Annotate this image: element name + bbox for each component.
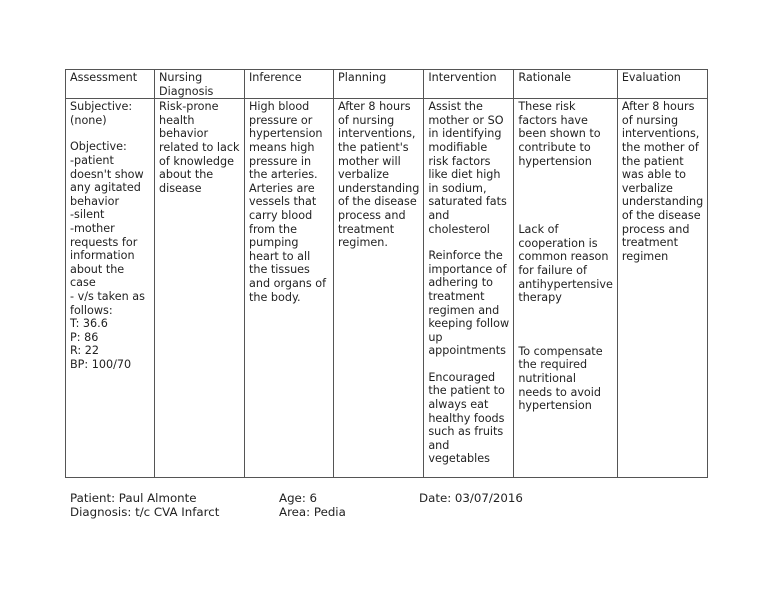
nursing-care-plan-table xyxy=(65,69,708,478)
rationale-item: These risk factors have been shown to contribute to hypertension xyxy=(518,100,601,168)
patient-area: Area: Pedia xyxy=(279,505,346,519)
table-header-row xyxy=(66,70,708,99)
header-nursing-diagnosis: Nursing Diagnosis xyxy=(155,70,245,99)
intervention-cell xyxy=(424,99,514,478)
date-text: Date: 03/07/2016 xyxy=(419,491,523,505)
header-assessment: Assessment xyxy=(66,70,155,99)
header-planning: Planning xyxy=(334,70,424,99)
intervention-item: Assist the mother or SO in identifying modifiable risk factors like diet high in sodium, saturated fats and cholesterol xyxy=(428,100,507,236)
evaluation-cell: After 8 hours of nursing interventions, the mother of the patient was able to verbalize understanding of the disease process and treatment regimen xyxy=(617,99,707,478)
assessment-cell xyxy=(66,99,155,478)
intervention-item: Encouraged the patient to always eat healthy foods such as fruits and vegetables xyxy=(428,370,505,466)
intervention-item: Reinforce the importance of adhering to treatment regimen and keeping follow up appointments xyxy=(428,249,510,358)
rationale-item: Lack of cooperation is common reason for failure of antihypertensive therapy xyxy=(518,223,613,305)
patient-age: Age: 6 xyxy=(279,491,318,505)
rationale-cell xyxy=(514,99,618,478)
header-intervention: Intervention xyxy=(424,70,514,99)
rationale-item: To compensate the required nutritional needs to avoid hypertension xyxy=(518,344,603,413)
header-evaluation: Evaluation xyxy=(617,70,707,99)
patient-name: Patient: Paul Almonte xyxy=(70,491,197,505)
header-inference: Inference xyxy=(245,70,334,99)
objective-text: Objective: -patient doesn't show any agitated behavior -silent -mother requests for information about the case - v/s taken as follows: T: 36.6 P: 86 R: 22 BP: 100/70 xyxy=(70,140,145,371)
planning-cell: After 8 hours of nursing interventions, the patient's mother will verbalize understanding of the disease process and treatment regimen. xyxy=(334,99,424,478)
header-rationale: Rationale xyxy=(514,70,618,99)
subjective-text: Subjective: (none) xyxy=(70,100,133,127)
inference-cell: High blood pressure or hypertension means high pressure in the arteries. Arteries are vessels that carry blood from the pumping heart to all the tissues and organs of the body. xyxy=(245,99,334,478)
nursing-diagnosis-cell: Risk-prone health behavior related to lack of knowledge about the disease xyxy=(155,99,245,478)
table-row xyxy=(66,99,708,478)
diagnosis-text: Diagnosis: t/c CVA Infarct xyxy=(70,505,220,519)
